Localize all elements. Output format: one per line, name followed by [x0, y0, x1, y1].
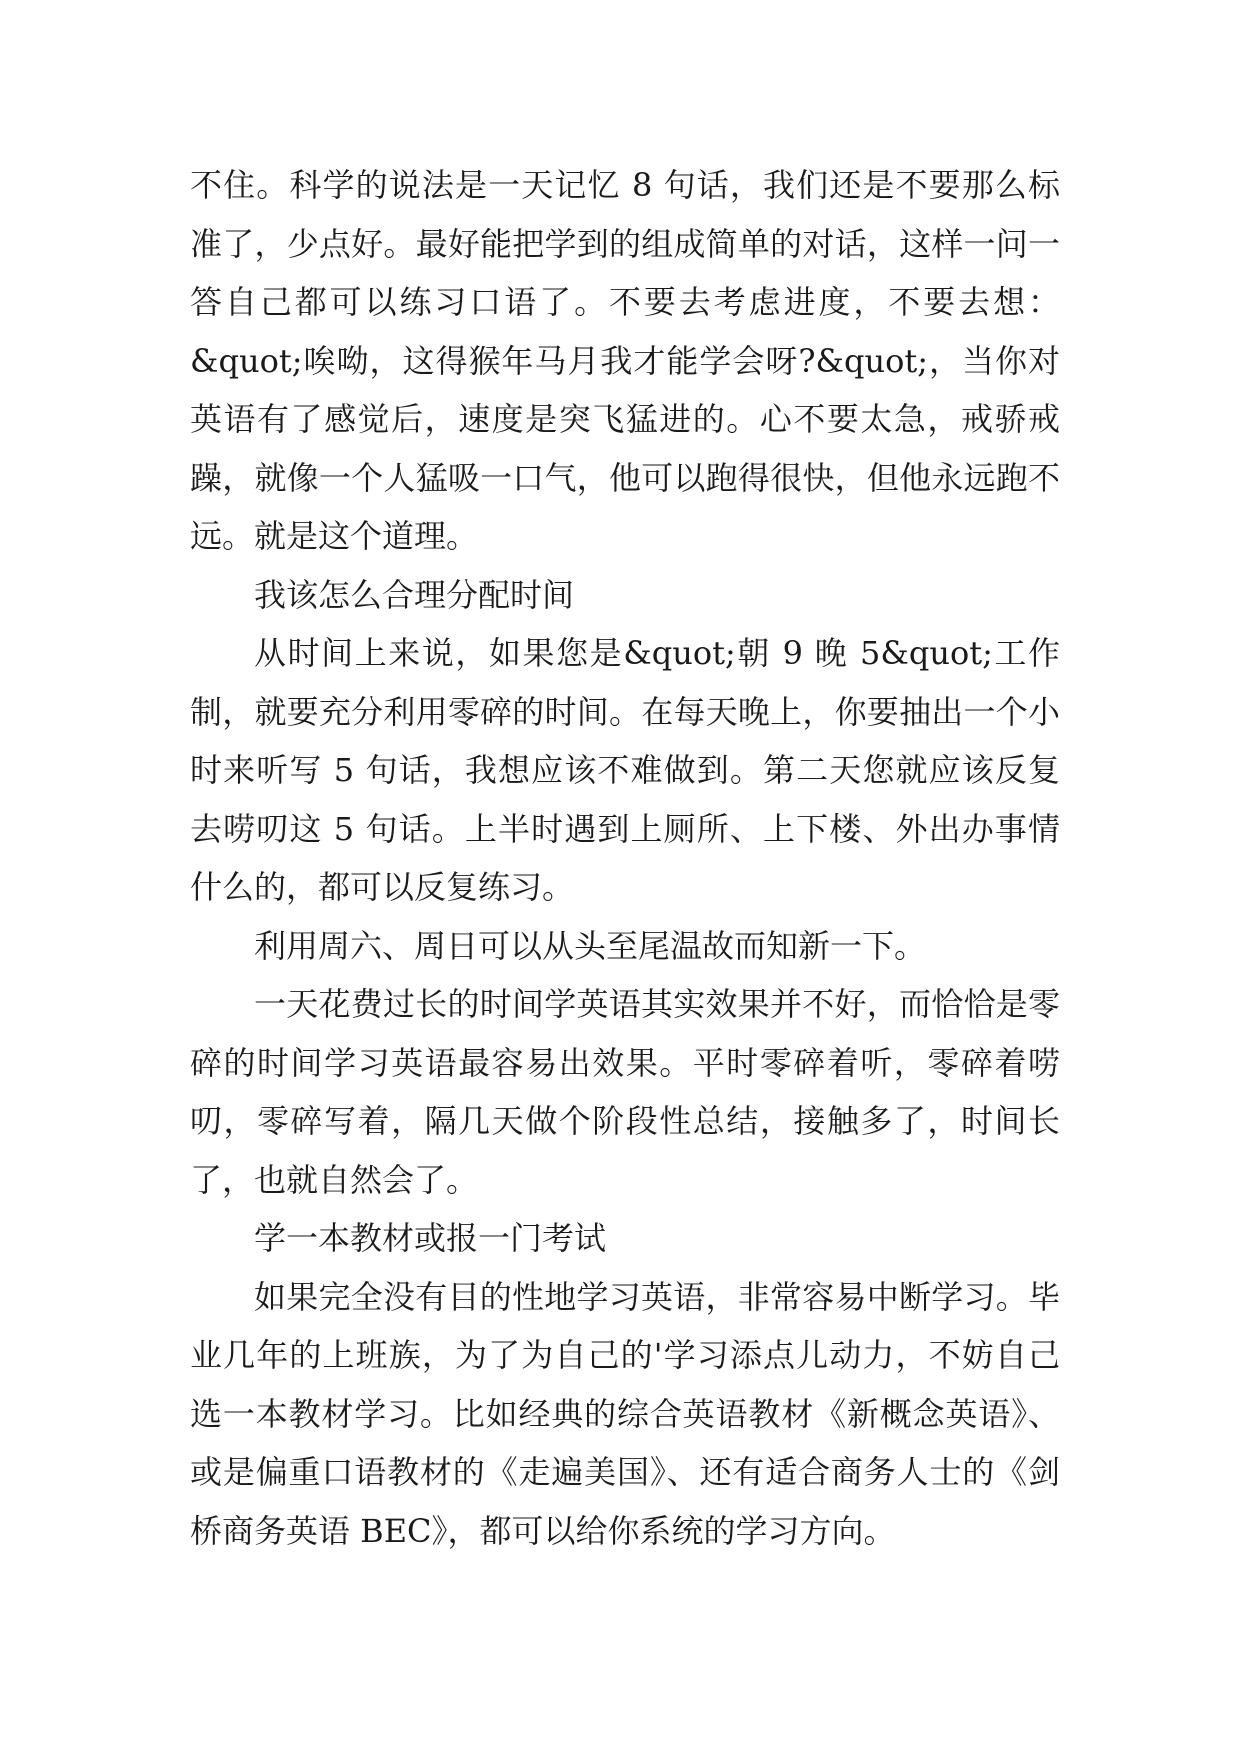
- paragraph-5: 一天花费过长的时间学英语其实效果并不好，而恰恰是零碎的时间学习英语最容易出效果。平时零碎着听，零碎着唠叨，零碎写着，隔几天做个阶段性总结，接触多了，时间长了，也就自然会了。: [190, 985, 1060, 1199]
- paragraph-7: 如果完全没有目的性地学习英语，非常容易中断学习。毕业几年的上班族，为了为自己的'学习添点儿动力，不妨自己选一本教材学习。比如经典的综合英语教材《新概念英语》、或是偏重口语教材的《走遍美国》、还有适合商务人士的《剑桥商务英语 BEC》，都可以给你系统的学习方向。: [190, 1277, 1060, 1550]
- paragraph-3: 从时间上来说，如果您是&quot;朝 9 晚 5&quot;工作制，就要充分利用零碎的时间。在每天晚上，你要抽出一个小时来听写 5 句话，我想应该不难做到。第二天您就应该反复去唠叨这 5 句话。上半时遇到上厕所、上下楼、外出办事情什么的，都可以反复练习。: [190, 634, 1060, 906]
- heading-time-allocation: 我该怎么合理分配时间: [254, 575, 575, 614]
- paragraph-1: 不住。科学的说法是一天记忆 8 句话，我们还是不要那么标准了，少点好。最好能把学到的组成简单的对话，这样一问一答自己都可以练习口语了。不要去考虑进度，不要去想：&quot;唉呦，这得猴年马月我才能学会呀?&quot;，当你对英语有了感觉后，速度是突飞猛进的。心不要太急，戒骄戒躁，就像一个人猛吸一口气，他可以跑得很快，但他永远跑不远。就是这个道理。: [190, 166, 1060, 555]
- paragraph-4: 利用周六、周日可以从头至尾温故而知新一下。: [254, 926, 927, 965]
- heading-textbook-exam: 学一本教材或报一门考试: [254, 1219, 607, 1257]
- document-body: [190, 156, 1060, 1560]
